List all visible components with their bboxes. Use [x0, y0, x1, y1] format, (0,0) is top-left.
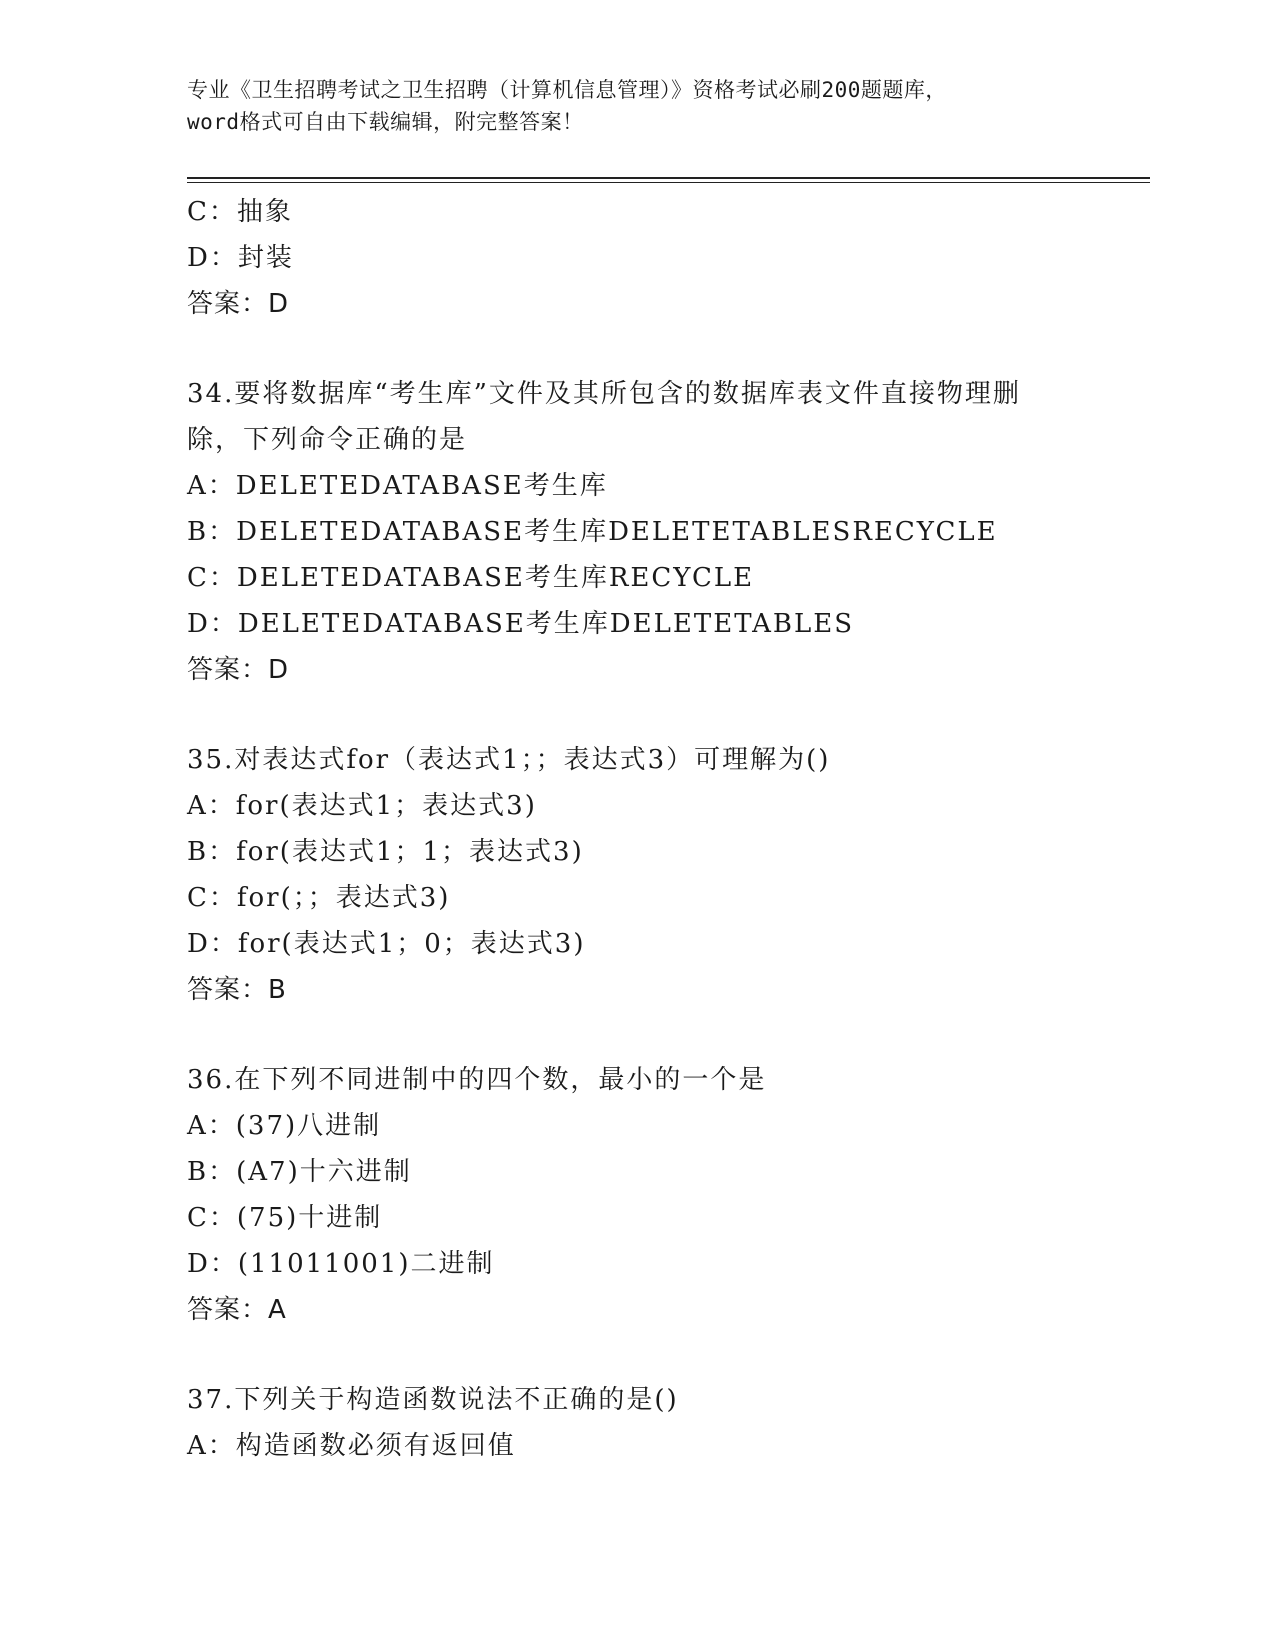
question-37	[187, 1377, 1147, 1469]
header-line-2: word格式可自由下载编辑，附完整答案！	[187, 110, 584, 134]
question-35	[187, 737, 1147, 1013]
option-c: C：(75)十进制	[187, 1203, 383, 1233]
question-36	[187, 1057, 1147, 1333]
header-divider-thin	[187, 182, 1150, 183]
option-c: C：抽象	[187, 197, 293, 227]
header-line-1: 专业《卫生招聘考试之卫生招聘（计算机信息管理）》资格考试必刷200题题库，	[187, 78, 947, 102]
option-c: C：for(；；表达式3)	[187, 883, 451, 913]
option-d: D：for(表达式1；0；表达式3)	[187, 929, 586, 959]
spacer	[187, 1333, 1147, 1377]
option-b: B：(A7)十六进制	[187, 1157, 412, 1187]
header-divider	[187, 177, 1150, 179]
option-b: B：for(表达式1；1；表达式3)	[187, 837, 584, 867]
document-body	[187, 189, 1147, 1469]
question-stem: 34.要将数据库“考生库”文件及其所包含的数据库表文件直接物理删	[187, 379, 1021, 409]
question-stem-continued: 除，下列命令正确的是	[187, 425, 468, 455]
spacer	[187, 693, 1147, 737]
option-a: A：(37)八进制	[187, 1111, 382, 1141]
option-d: D：封装	[187, 243, 294, 273]
spacer	[187, 327, 1147, 371]
answer-line: 答案：A	[187, 1295, 287, 1325]
option-a: A：DELETEDATABASE考生库	[187, 471, 608, 501]
document-header	[187, 74, 1087, 138]
spacer	[187, 1013, 1147, 1057]
option-c: C：DELETEDATABASE考生库RECYCLE	[187, 563, 755, 593]
option-d: D：(11011001)二进制	[187, 1249, 495, 1279]
question-stem: 37.下列关于构造函数说法不正确的是()	[187, 1385, 679, 1415]
question-34	[187, 371, 1147, 693]
answer-line: 答案：D	[187, 289, 290, 319]
question-stem: 35.对表达式for（表达式1；；表达式3）可理解为()	[187, 745, 831, 775]
option-a: A：for(表达式1；表达式3)	[187, 791, 537, 821]
option-a: A：构造函数必须有返回值	[187, 1431, 516, 1461]
option-d: D：DELETEDATABASE考生库DELETETABLES	[187, 609, 855, 639]
question-fragment	[187, 189, 1147, 327]
answer-line: 答案：B	[187, 975, 287, 1005]
answer-line: 答案：D	[187, 655, 290, 685]
question-stem: 36.在下列不同进制中的四个数，最小的一个是	[187, 1065, 767, 1095]
option-b: B：DELETEDATABASE考生库DELETETABLESRECYCLE	[187, 517, 998, 547]
